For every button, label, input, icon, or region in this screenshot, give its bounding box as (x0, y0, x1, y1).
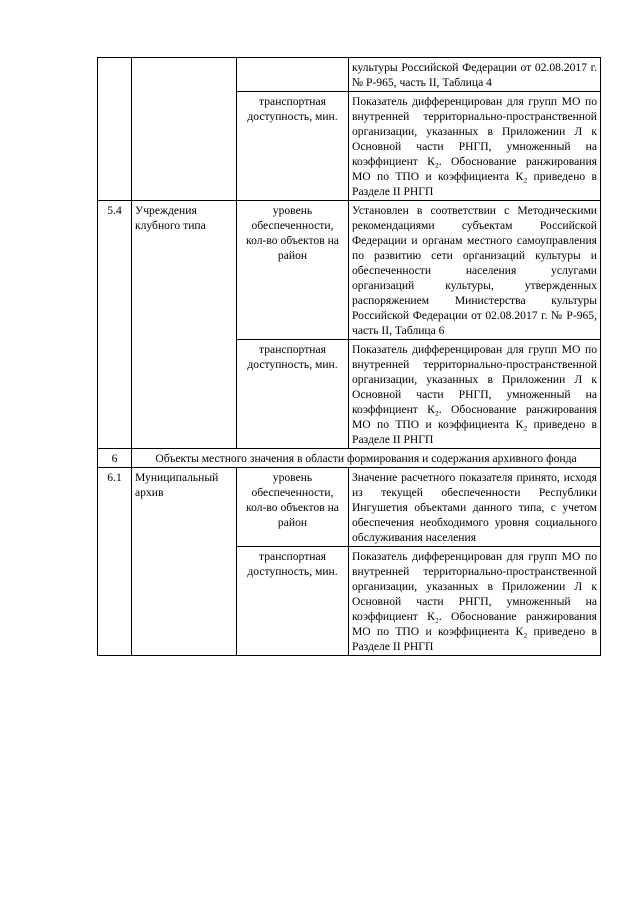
row-number: 6.1 (98, 468, 132, 656)
indicator-cell: уровень обеспеченности, кол-во объектов на район (237, 468, 349, 547)
value-cell: Показатель дифференцирован для групп МО по внутренней территориально-пространственной организации, указанных в Приложении Л к Основной части РНГП, умноженный на коэффициент К₂. Обоснование ранжирования МО по ТПО и коэффициента К₂ приведено в Разделе II РНГП (349, 547, 601, 656)
indicator-cell: транспортная доступность, мин. (237, 92, 349, 201)
table-row (98, 468, 601, 547)
row-number: 5.4 (98, 201, 132, 449)
indicator-cell: уровень обеспеченности, кол-во объектов на район (237, 201, 349, 340)
standards-table (97, 57, 601, 656)
indicator-cell: транспортная доступность, мин. (237, 340, 349, 449)
section-number: 6 (98, 449, 132, 468)
value-cell: Значение расчетного показателя принято, исходя из текущей обеспеченности Республики Ингушетия объектами данного типа, с учетом обеспечения необходимого уровня социального обслуживания населения (349, 468, 601, 547)
row-number (98, 58, 132, 201)
object-name: Учреждения клубного типа (132, 201, 237, 449)
indicator-cell (237, 58, 349, 92)
table-row (98, 58, 601, 92)
object-name (132, 58, 237, 201)
value-cell: культуры Российской Федерации от 02.08.2017 г. № Р-965, часть II, Таблица 4 (349, 58, 601, 92)
section-row (98, 449, 601, 468)
value-cell: Установлен в соответствии с Методическими рекомендациями субъектам Российской Федерации и органам местного самоуправления по развитию сети организаций культуры и обеспеченности населения услугами организаций культуры, утвержденных распоряжением Министерства культуры Российской Федерации от 02.08.2017 г. № Р-965, часть II, Таблица 6 (349, 201, 601, 340)
object-name: Муниципальный архив (132, 468, 237, 656)
table-row (98, 201, 601, 340)
value-cell: Показатель дифференцирован для групп МО по внутренней территориально-пространственной организации, указанных в Приложении Л к Основной части РНГП, умноженный на коэффициент К₂. Обоснование ранжирования МО по ТПО и коэффициента К₂ приведено в Разделе II РНГП (349, 92, 601, 201)
value-cell: Показатель дифференцирован для групп МО по внутренней территориально-пространственной организации, указанных в Приложении Л к Основной части РНГП, умноженный на коэффициент К₂. Обоснование ранжирования МО по ТПО и коэффициента К₂ приведено в Разделе II РНГП (349, 340, 601, 449)
section-title: Объекты местного значения в области формирования и содержания архивного фонда (132, 449, 601, 468)
indicator-cell: транспортная доступность, мин. (237, 547, 349, 656)
